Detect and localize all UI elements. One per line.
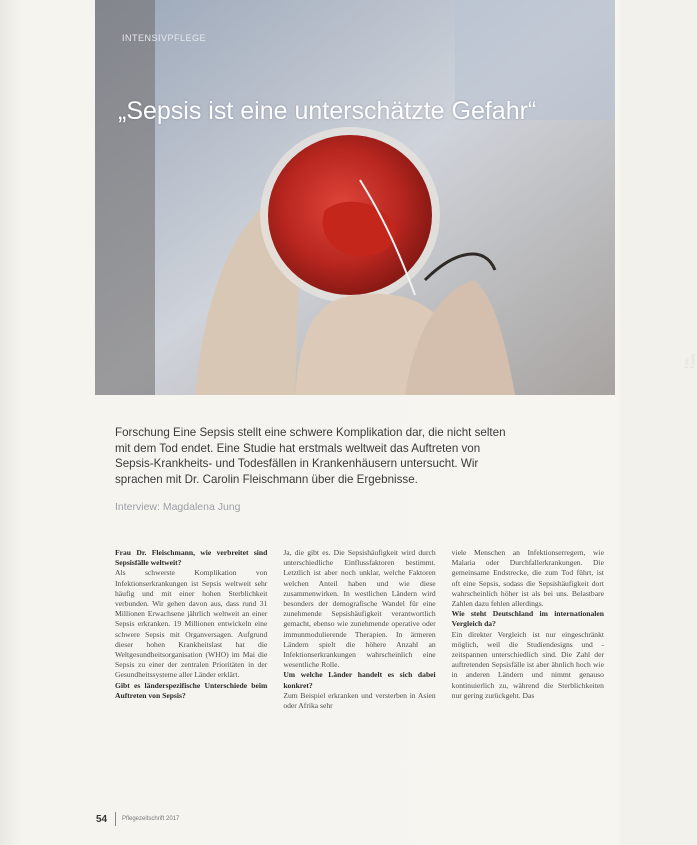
interview-answer: Ja, die gibt es. Die Sepsishäufigkeit wird durch unterschiedliche Einflussfaktoren bestimmt. Letztlich ist aber noch unklar, welche Faktoren welchen Anteil haben und wie diese zusammenwirken. In westlichen Ländern wird besonders der demografische Wandel für eine zunehmende Sepsishäufigkeit verantwortlich gemacht, ebenso wie zunehmende operative oder immunmodulierende Therapien. In ärmeren Ländern spielt die höhere Anzahl an Infektionserkrankungen wahrscheinlich eine wesentliche Rolle. (283, 548, 436, 670)
column-2 (283, 548, 435, 823)
column-3 (452, 548, 604, 823)
article-headline: „Sepsis ist eine unterschätzte Gefahr“ (118, 96, 537, 125)
publication-name: Pflegezeitschrift 2017 (122, 816, 180, 822)
interview-question: Frau Dr. Fleischmann, wie verbreitet sind Sepsisfälle weltweit? (115, 548, 268, 568)
interview-question: Um welche Länder handelt es sich dabei konkret? (283, 670, 436, 690)
interview-question: Wie steht Deutschland im internationalen Vergleich da? (451, 609, 604, 629)
lead-text: Eine Sepsis stellt eine schwere Komplikation dar, die nicht selten mit dem Tod endet. Eine Studie hat erstmals weltweit das Auftreten von Sepsis-Krankheits- und Todesfällen in Krankenhäusern untersucht. Wir sprachen mit Dr. Carolin Fleischmann über die Ergebnisse. (115, 426, 506, 486)
interview-answer: Zum Beispiel erkranken und versterben in Asien oder Afrika sehr (283, 690, 436, 711)
column-1 (115, 548, 267, 823)
article-body (115, 548, 604, 823)
petri-dish-photo (95, 0, 615, 395)
section-kicker: INTENSIVPFLEGE (122, 33, 207, 43)
page-number: 54 (96, 814, 108, 825)
byline: Interview: Magdalena Jung (115, 501, 241, 513)
lead-label: Forschung (115, 426, 170, 439)
footer-divider (115, 812, 116, 826)
header-photo (95, 0, 697, 395)
interview-answer: Als schwerste Komplikation von Infektionserkrankungen ist Sepsis weltweit sehr häufig und mit einer hohen Sterblichkeit verbunden. Wir gehen davon aus, dass rund 31 Millionen Erwachsene jährlich weltweit an einer Sepsis erkranken. 19 Millionen entwickeln eine schwere Sepsis mit Organversagen. Aufgrund dieser hohen Krankheitslast hat die Weltgesundheitsorganisation (WHO) im Mai die Sepsis zu einer der zentralen Prioritäten in der Gesundheitssysteme aller Länder erklärt. (115, 568, 268, 680)
interview-answer: viele Menschen an Infektionserregern, wie Malaria oder Durchfallerkrankungen. Die gemeinsame Endstrecke, die zum Tod führt, ist oft eine Sepsis, sodass die Sepsishäufigkeit dort wahrscheinlich höher ist als bei uns. Belastbare Zahlen dazu fehlen allerdings. (451, 548, 604, 609)
lead-paragraph (115, 425, 515, 487)
interview-answer: Ein direkter Vergleich ist nur eingeschränkt möglich, weil die Studiendesigns und -zeitspannen unterschiedlich sind. Die Zahl der auftretenden Sepsisfälle ist aber ähnlich hoch wie in anderen Ländern und nimmt genauso kontinuierlich zu, während die Sterblichkeiten nur gering zurückgeht. Das (451, 629, 604, 700)
photo-credit: Foto: Fotolia (684, 353, 697, 369)
interview-question: Gibt es länderspezifische Unterschiede beim Auftreten von Sepsis? (115, 680, 268, 700)
